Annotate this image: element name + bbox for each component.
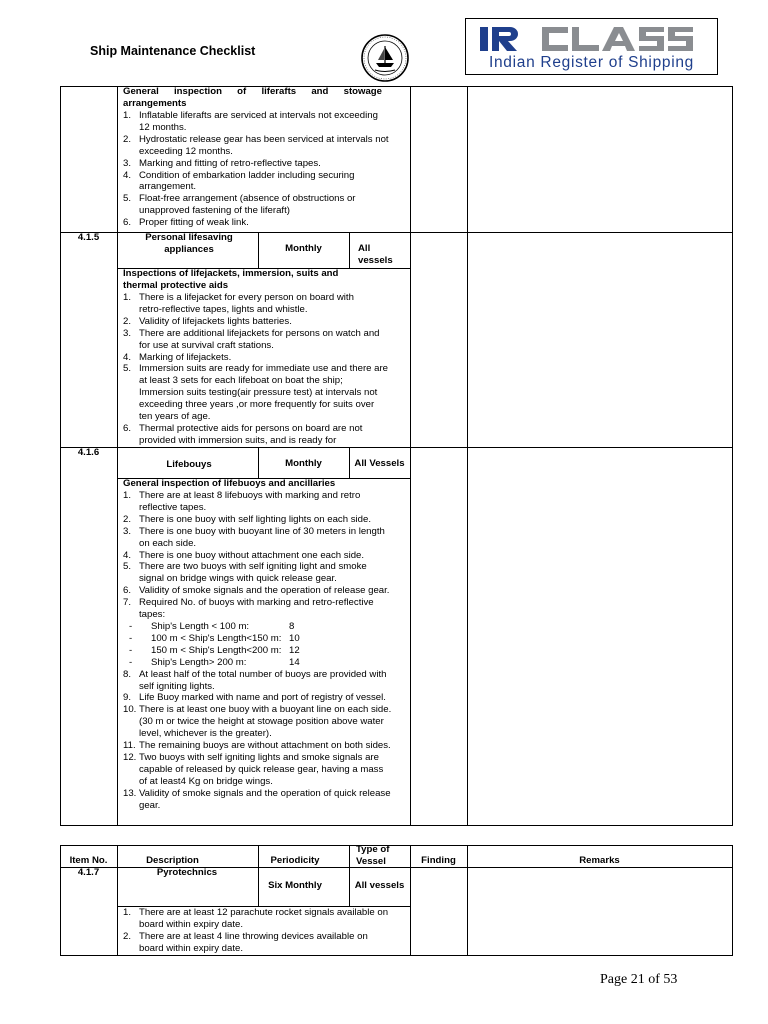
irs-seal-icon	[361, 33, 409, 83]
item-text-line: on each side.	[139, 537, 197, 549]
item-text-line: of at least4 Kg on bridge wings.	[139, 775, 273, 787]
irclass-logo	[465, 18, 718, 75]
item-text-line: Marking and fitting of retro-reflective tapes.	[139, 157, 321, 169]
list-item	[123, 669, 391, 693]
list-item	[123, 550, 391, 562]
item-vessel-417: All vessels	[354, 880, 405, 891]
liferaft-checklist	[123, 110, 389, 229]
item-periodicity-417: Six Monthly	[268, 880, 322, 891]
item-text-line: 12 months.	[139, 121, 187, 133]
item-text-line: Condition of embarkation ladder including securing	[139, 169, 355, 181]
item-text-line: There is one buoy with buoyant line of 30 meters in length	[139, 525, 385, 537]
item-text-line: At least half of the total number of buoys are provided with	[139, 668, 387, 680]
item-text-line: There are at least 8 lifebuoys with marking and retro	[139, 490, 361, 501]
list-item	[123, 585, 391, 597]
list-item	[123, 514, 391, 526]
header-vessel	[356, 844, 396, 867]
list-item	[123, 704, 391, 740]
lifejacket-heading: Inspections of lifejackets, immersion, suits and thermal protective aids	[123, 268, 339, 291]
header-description: Description	[146, 855, 199, 866]
liferaft-heading: General inspection of liferafts and stowage arrangements	[123, 86, 382, 109]
list-item	[123, 217, 389, 229]
list-item	[123, 352, 388, 364]
dash-bullet: -	[129, 644, 133, 656]
item-text-line: Required No. of buoys with marking and retro-reflective	[139, 597, 374, 609]
item-text-line: exceeding 12 months.	[139, 145, 233, 157]
item-periodicity-416: Monthly	[285, 458, 322, 469]
list-item	[123, 292, 388, 316]
ship-length-label: 150 m < Ship's Length<200 m:	[151, 644, 282, 656]
item-text-line: (30 m or twice the height at stowage position above water	[139, 716, 384, 728]
item-number: 12.	[123, 751, 137, 763]
item-number: 11.	[123, 740, 136, 752]
ship-length-buoy-count: 10	[289, 632, 300, 644]
list-item	[123, 752, 391, 788]
item-number: 2.	[123, 513, 132, 525]
lifebuoy-checklist	[123, 490, 391, 811]
item-text-line: The remaining buoys are without attachment on both sides.	[139, 740, 391, 752]
ship-length-buoy-count: 12	[289, 644, 300, 656]
item-text-line: retro-reflective tapes, lights and whistle.	[139, 303, 308, 315]
item-number: 2.	[123, 133, 132, 145]
ship-length-row	[123, 645, 391, 657]
item-text-line: Life Buoy marked with name and port of registry of vessel.	[139, 692, 386, 704]
item-number: 3.	[123, 157, 132, 169]
ship-length-row	[123, 621, 391, 633]
pyrotechnics-checklist	[123, 907, 388, 955]
item-text-line: There is at least one buoy with a buoyant line on each side.	[139, 704, 392, 716]
item-number: 7.	[123, 597, 132, 609]
list-item	[123, 931, 388, 955]
item-text-line: Immersion suits testing(air pressure test) at intervals not	[139, 387, 378, 399]
item-number: 5.	[123, 561, 132, 573]
item-number: 5.	[123, 193, 132, 205]
item-description-415	[128, 232, 250, 255]
ship-length-label: Ship's Length < 100 m:	[151, 620, 250, 632]
item-text-line: Validity of smoke signals and the operation of quick release	[139, 787, 391, 799]
list-item	[123, 740, 391, 752]
item-text-line: There are two buoys with self igniting light and smoke	[139, 561, 367, 573]
list-item	[123, 423, 388, 447]
dash-bullet: -	[129, 656, 133, 668]
ship-length-buoy-count: 14	[289, 656, 300, 668]
list-item	[123, 526, 391, 550]
header-periodicity: Periodicity	[270, 855, 320, 866]
list-item	[123, 363, 388, 423]
item-number-415: 4.1.5	[77, 232, 100, 243]
item-text-line: There is one buoy without attachment one each side.	[139, 549, 365, 561]
item-number: 3.	[123, 327, 132, 339]
item-description-415-text: Personal lifesaving appliances	[145, 232, 233, 255]
item-text-line: Two buoys with self igniting lights and smoke signals are	[139, 751, 379, 763]
item-text-line: board within expiry date.	[139, 918, 243, 930]
list-item	[123, 110, 389, 134]
logo-subtitle: Indian Register of Shipping	[488, 54, 695, 71]
item-text-line: ten years of age.	[139, 411, 211, 423]
item-text-line: provided with immersion suits, and is ready for	[139, 434, 337, 446]
item-number: 1.	[123, 110, 132, 121]
item-periodicity-415: Monthly	[285, 243, 322, 254]
item-number: 8.	[123, 668, 132, 680]
liferaft-heading-line1	[123, 86, 382, 109]
ship-length-buoy-count: 8	[289, 620, 295, 632]
item-number: 1.	[123, 907, 132, 918]
dash-bullet: -	[129, 620, 133, 632]
item-text-line: Validity of smoke signals and the operation of release gear.	[139, 585, 390, 597]
lifebuoy-checklist-part2	[123, 669, 391, 812]
list-item	[123, 692, 391, 704]
item-text-line: level, whichever is the greater).	[139, 728, 272, 740]
page-number: Page 21 of 53	[600, 972, 678, 987]
lifebuoy-heading: General inspection of lifebuoys and ancillaries	[123, 478, 336, 489]
item-number-416: 4.1.6	[77, 447, 100, 458]
item-text-line: at least 3 sets for each lifeboat on boat the ship;	[139, 375, 343, 387]
list-item	[123, 170, 389, 194]
item-number: 10.	[123, 704, 137, 716]
item-number: 6.	[123, 217, 132, 229]
list-item	[123, 193, 389, 217]
item-text-line: arrangement.	[139, 181, 197, 193]
item-text-line: gear.	[139, 799, 161, 811]
ship-length-row	[123, 657, 391, 669]
list-item	[123, 490, 391, 514]
item-text-line: Thermal protective aids for persons on board are not	[139, 422, 363, 434]
list-item	[123, 907, 388, 931]
item-number: 5.	[123, 363, 132, 375]
item-text-line: exceeding three years ,or more frequently for suits over	[139, 399, 375, 411]
dash-bullet: -	[129, 632, 133, 644]
item-number: 3.	[123, 525, 132, 537]
list-item	[123, 788, 391, 812]
item-text-line: Immersion suits are ready for immediate use and there are	[139, 363, 389, 375]
item-text-line: Inflatable liferafts are serviced at intervals not exceeding	[139, 110, 378, 121]
item-number: 1.	[123, 292, 132, 303]
document-title: Ship Maintenance Checklist	[90, 44, 256, 58]
list-item	[123, 328, 388, 352]
item-text-line: Float-free arrangement (absence of obstructions or	[139, 193, 356, 205]
item-text-line: reflective tapes.	[139, 501, 207, 513]
header-vessel-text: Type of Vessel	[356, 844, 390, 867]
item-number: 9.	[123, 692, 132, 704]
item-number: 4.	[123, 351, 132, 363]
list-item	[123, 134, 389, 158]
item-text-line: self igniting lights.	[139, 680, 215, 692]
item-vessel-416: All Vessels	[354, 458, 405, 469]
item-number-417: 4.1.7	[77, 867, 100, 878]
item-text-line: unapproved fastening of the liferaft)	[139, 205, 290, 217]
ship-length-row	[123, 633, 391, 645]
item-text-line: Validity of lifejackets lights batteries.	[139, 315, 292, 327]
lifejacket-heading-box	[123, 268, 363, 291]
ship-length-label: 100 m < Ship's Length<150 m:	[151, 632, 282, 644]
item-text-line: for use at survival craft stations.	[139, 339, 274, 351]
list-item	[123, 316, 388, 328]
header-remarks: Remarks	[579, 855, 620, 866]
header-item-no: Item No.	[69, 855, 108, 866]
item-text-line: Hydrostatic release gear has been serviced at intervals not	[139, 133, 389, 145]
lifejacket-checklist	[123, 292, 388, 447]
item-text-line: There is one buoy with self lighting lights on each side.	[139, 513, 371, 525]
item-text-line: There are at least 4 line throwing devices available on	[139, 930, 368, 942]
list-item	[123, 597, 391, 621]
ship-length-label: Ship's Length> 200 m:	[151, 656, 247, 668]
item-text-line: signal on bridge wings with quick release gear.	[139, 573, 337, 585]
item-number: 13.	[123, 787, 137, 799]
list-item	[123, 158, 389, 170]
item-text-line: board within expiry date.	[139, 942, 243, 954]
header-finding: Finding	[421, 855, 456, 866]
item-number: 4.	[123, 549, 132, 561]
item-vessel-415-text: All vessels	[358, 243, 393, 266]
item-text-line: capable of released by quick release gear, having a mass	[139, 763, 384, 775]
item-number: 6.	[123, 585, 132, 597]
ship-length-table	[123, 621, 391, 669]
list-item	[123, 561, 391, 585]
item-text-line: Marking of lifejackets.	[139, 351, 232, 363]
item-number: 2.	[123, 315, 132, 327]
item-vessel-415	[358, 243, 400, 267]
item-number: 1.	[123, 490, 132, 501]
item-number: 6.	[123, 422, 132, 434]
lifebuoy-checklist-part1	[123, 490, 391, 621]
item-description-417: Pyrotechnics	[156, 867, 218, 878]
item-number: 2.	[123, 930, 132, 942]
item-text-line: tapes:	[139, 609, 166, 621]
item-text-line: There are at least 12 parachute rocket signals available on	[139, 907, 389, 918]
item-text-line: There is a lifejacket for every person on board with	[139, 292, 354, 303]
item-text-line: Proper fitting of weak link.	[139, 217, 249, 229]
item-text-line: There are additional lifejackets for persons on watch and	[139, 327, 380, 339]
item-number: 4.	[123, 169, 132, 181]
item-description-416: Lifebouys	[166, 459, 212, 470]
